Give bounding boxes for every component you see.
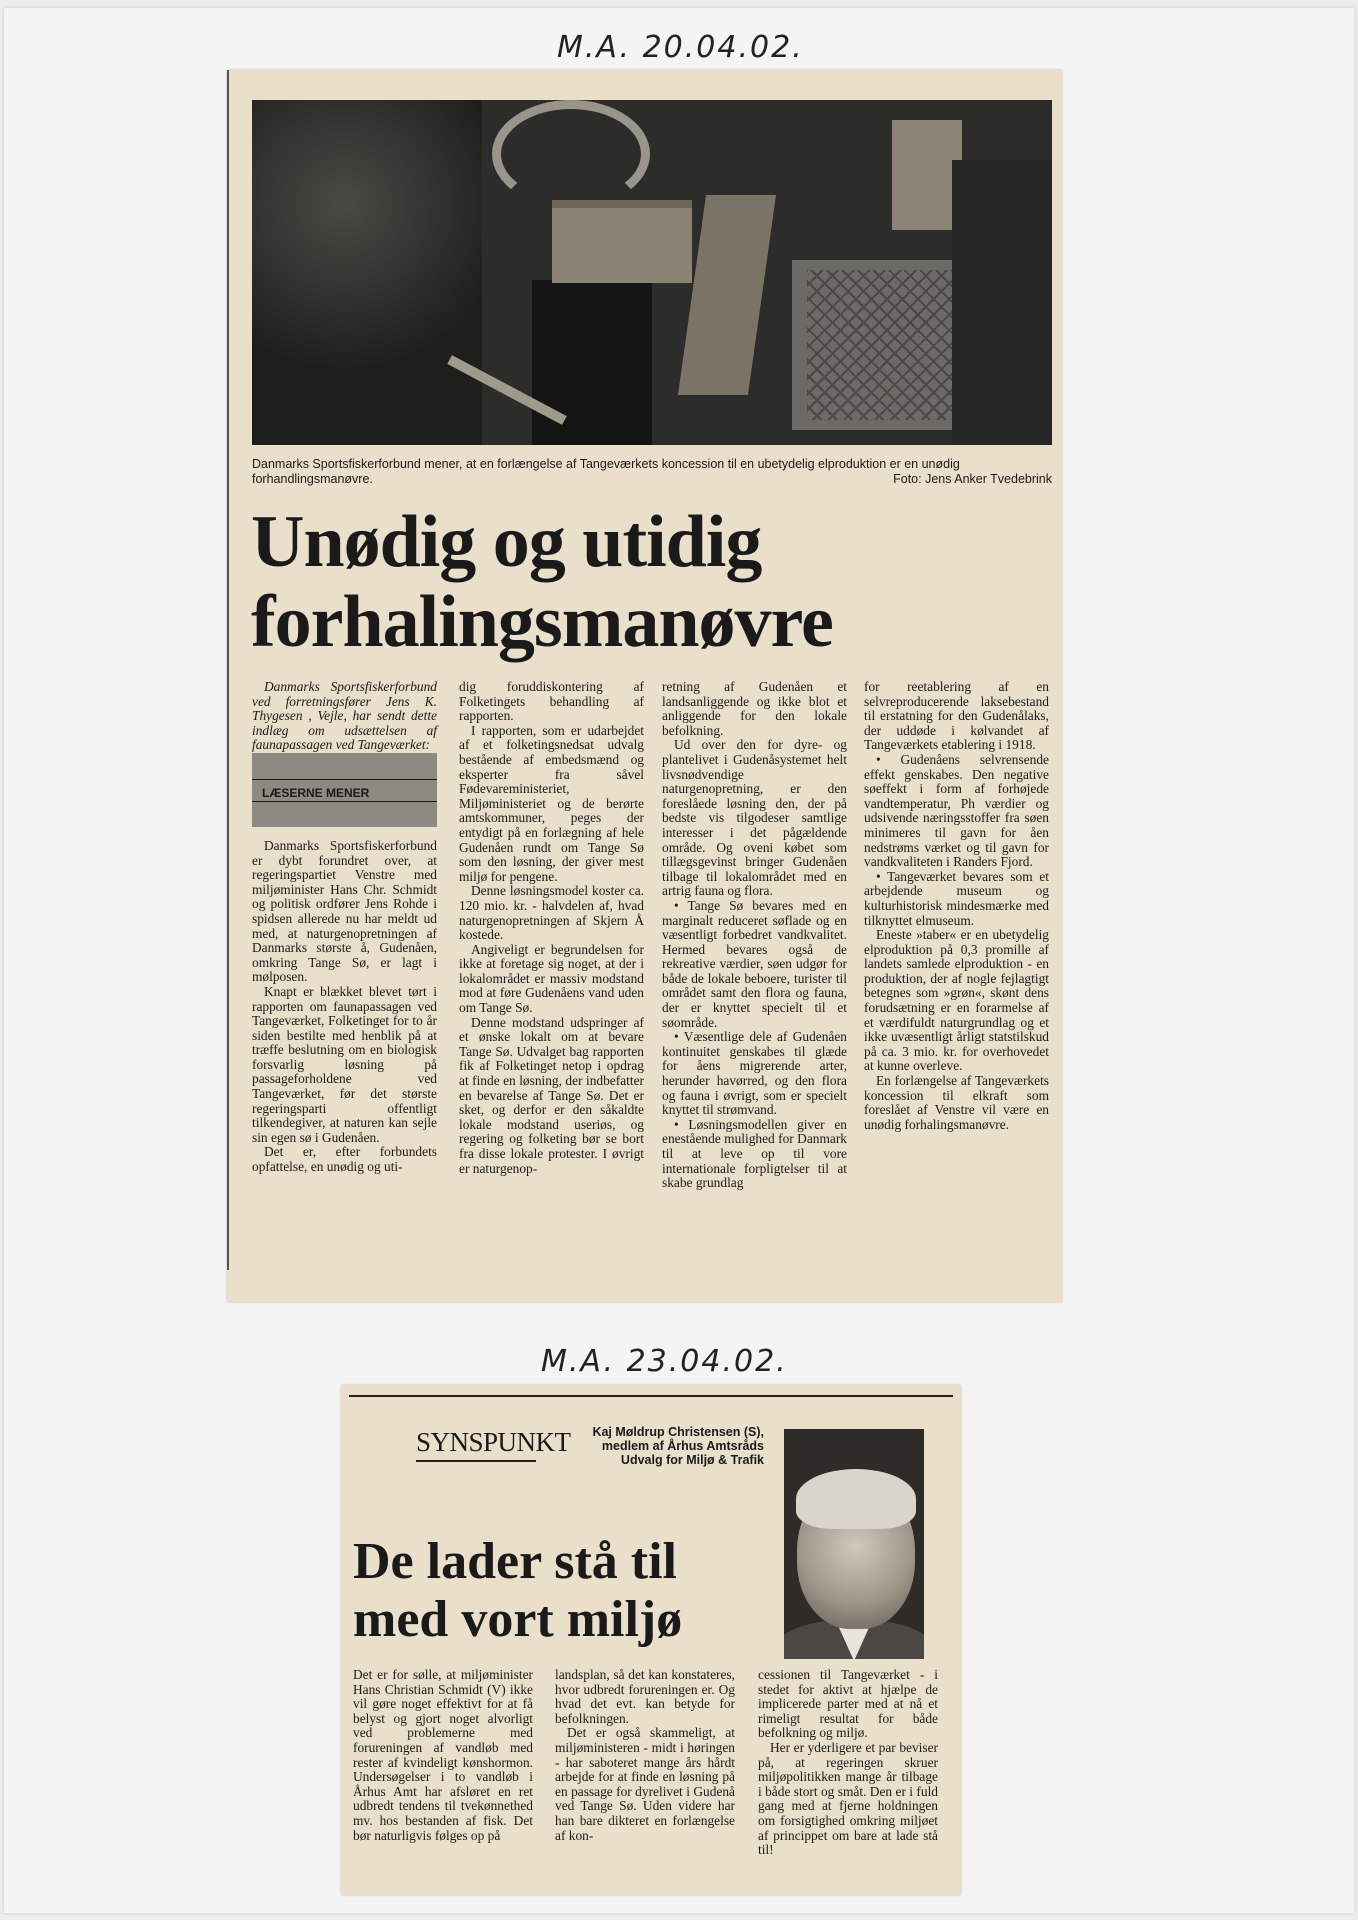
column-3 (758, 1668, 938, 1858)
paragraph: cessionen til Tangeværket - i stedet for aktivt at hjælpe de implicerede parter med at nå et rimeligt resultat for både befolkning og miljø. (758, 1667, 938, 1741)
section-tag-box (252, 753, 437, 827)
author-name: Kaj Møldrup Christensen (S), (592, 1425, 764, 1439)
paragraph: • Tangeværket bevares som et arbejdende museum og kulturhistorisk mindesmærke med tilknyttet elmuseum. (864, 868, 1049, 928)
column-1 (353, 1668, 533, 1843)
headline-line-2: forhalingsmanøvre (251, 581, 833, 663)
paragraph: • Væsentlige dele af Gudenåen kontinuitet genskabes til glæde for åens migrerende arter, herunder havørred, og den flora og fauna i øvrigt, som er specielt knyttet til strømvand. (662, 1029, 847, 1118)
column-1 (252, 680, 437, 1175)
aerial-photo-tangevaerket (252, 100, 1052, 445)
paragraph: Det er for sølle, at miljøminister Hans Christian Schmidt (V) ikke vil gøre noget effektivt for at få belyst og gjort noget alvorligt ved problemerne med forureningen af vandløb med rester af kvindeligt kønshormon. Undersøgelser i to vandløb i Århus Amt har afsløret en ret udbredt tendens til tvekønnethed mv. hos bestanden af fisk. Det bør naturligvis følges op på (353, 1667, 533, 1843)
section-tag: LÆSERNE MENER (262, 785, 370, 800)
paragraph: Angiveligt er begrundelsen for ikke at foretage sig noget, at der i lokalområdet er massiv modstand mod at føre Gudenåens vand uden om Tange Sø. (459, 941, 644, 1016)
article-body (252, 680, 1052, 1290)
paragraph: landsplan, så det kan konstateres, hvor udbredt forureningen er. Og hvad det evt. kan betyde for befolkningen. (555, 1667, 735, 1726)
headline-line-1: De lader stå til (353, 1533, 677, 1590)
clipping-synspunkt (341, 1385, 961, 1895)
column-4 (864, 680, 1049, 1132)
handwritten-date-2: M.A. 23.04.02. (541, 1344, 788, 1379)
headline (251, 502, 1051, 662)
paragraph: • Gudenåens selvrensende effekt genskabes. Den negative søeffekt i form af forhøjede vandtemperatur, Ph værdier og udsivende næringsstoffer fra søen minimeres til gavn for åen nedstrøms værket og til gavn for vandkvaliteten i Randers Fjord. (864, 751, 1049, 870)
paragraph: Det er, efter forbundets opfattelse, en unødig og uti- (252, 1144, 437, 1175)
handwritten-date-1: M.A. 20.04.02. (557, 30, 804, 65)
author-byline (536, 1425, 764, 1467)
paragraph: Denne modstand udspringer af et ønske lokalt om at bevare Tange Sø. Udvalget bag rapporten fik af Folketinget netop i opdrag at finde en løsning, der indbefatter en bevarelse af Tange Sø. Det er sket, og derfor er den såkaldte lokale modstand useriøs, og regering og folketing bør se bort fra disse lokale protester. I øvrigt er naturgenop- (459, 1014, 644, 1176)
paragraph: • Løsningsmodellen giver en enestående mulighed for Danmark til at leve op til vore internationale forpligtelser til at skabe grundlag (662, 1116, 847, 1191)
photo-caption (252, 457, 1052, 487)
headline (353, 1533, 773, 1649)
paragraph: I rapporten, som er udarbejdet af et folketingsnedsat udvalg bestående af embedsmænd og eksperter fra såvel Fødevareministeriet, Miljøministeriet og de berørte amtskommuner, peges der entydigt på en forlægning af hele Gudenåen rundt om Tange Sø som den løsning, der giver mest miljø for pengene. (459, 722, 644, 884)
paragraph: Knapt er blækket blevet tørt i rapporten om faunapassagen ved Tangeværket, Folketinget for to år siden bestilte med henblik på at træffe beslutning om en biologisk forsvarlig løsning på passageforholdene ved Tangeværket, før det største regeringsparti offentligt tilkendegiver, at naturen kan sejle sin egen sø i Gudenåen. (252, 983, 437, 1145)
tag-underline (416, 1460, 536, 1462)
paragraph: • Tange Sø bevares med en marginalt reduceret søflade og en væsentligt forbedret vandkvalitet. Hermed bevares også de rekreative værdier, søen udgør for både de lokale beboere, turister til området samt den flora og fauna, der er knyttet specielt til et søområde. (662, 897, 847, 1030)
paragraph: Det er også skammeligt, at miljøministeren - midt i høringen - har saboteret mange års hårdt arbejde for at finde en løsning på en passage for dyrelivet i Gudenå ved Tange Sø. Uden videre har han bare dikteret en forlængelse af kon- (555, 1725, 735, 1843)
article-body (353, 1668, 943, 1883)
paragraph: Danmarks Sportsfiskerforbund er dybt forundret over, at regeringspartiet Venstre med miljøminister Hans Chr. Schmidt og politisk ordfører Jens Rohde i spidsen allerede nu har meldt ud med, at naturgenopretningen af Danmarks største å, Gudenåen, omkring Tange Sø, er lagt i mølposen. (252, 837, 437, 985)
column-2 (459, 680, 644, 1176)
author-role: medlem af Århus Amtsråds (601, 1439, 764, 1453)
column-rule (227, 70, 229, 1270)
column-2 (555, 1668, 735, 1843)
paragraph: En forlængelse af Tangeværkets koncession til elkraft som foreslået af Venstre vil være en unødig forhalingsmanøvre. (864, 1073, 1049, 1132)
column-3 (662, 680, 847, 1191)
clipping-tangevaerket (227, 70, 1062, 1302)
paragraph: dig foruddiskontering af Folketingets behandling af rapporten. (459, 679, 644, 724)
paragraph: Ud over den for dyre- og plantelivet i Gudenåsystemet helt livsnødvendige naturgenopretning, er den foreslåede løsning den, der på bedste vis tilgodeser samtlige interesser i det pågældende område. Og oveni købet som tillægsgevinst bringer Gudenåen tilbage til lokalområdet med en artrig fauna og flora. (662, 737, 847, 899)
section-tag: SYNSPUNKT (416, 1427, 571, 1457)
photo-credit: Foto: Jens Anker Tvedebrink (893, 472, 1052, 486)
top-rule (349, 1395, 953, 1397)
paragraph: Eneste »taber« er en ubetydelig elproduktion på 0,3 promille af landets samlede elproduktion - en produktion, der af nogle fejlagtigt betegnes som »grøn«, skønt dens forudsætning er en forarmelse af et værdifuldt naturgrundlag og et ikke uvæsentligt årligt statstilskud på ca. 3 mio. kr. for overhovedet at kunne overleve. (864, 927, 1049, 1074)
author-portrait (784, 1429, 924, 1659)
paragraph: Denne løsningsmodel koster ca. 120 mio. kr. - halvdelen af, hvad naturgenopretningen af Skjern Å kostede. (459, 883, 644, 943)
paragraph: Her er yderligere et par beviser på, at regeringen skruer miljøpolitikken mange år tilbage i både stort og småt. Den er i fuld gang med at fjerne holdningen om forsigtighed omkring miljøet af princippet om bare at lade stå til! (758, 1739, 938, 1858)
paragraph: for reetablering af en selvreproducerende laksebestand til erstatning for den Gudenålaks, der uddøde i kølvandet af Tangeværkets etablering i 1918. (864, 679, 1049, 753)
scan-sheet (4, 8, 1354, 1913)
intro-text: Danmarks Sportsfiskerforbund ved forretningsfører Jens K. Thygesen , Vejle, har sendt dette indlæg om udsættelsen af faunapassagen ved Tangeværket: (252, 679, 437, 753)
headline-line-2: med vort miljø (353, 1591, 683, 1648)
author-committee: Udvalg for Miljø & Trafik (620, 1453, 764, 1467)
caption-text: Danmarks Sportsfiskerforbund mener, at en forlængelse af Tangeværkets koncession til en ubetydelig elproduktion er en unødig forhandlingsmanøvre. (252, 457, 960, 486)
headline-line-1: Unødig og utidig (251, 501, 762, 583)
paragraph: retning af Gudenåen et landsanliggende og ikke blot et anliggende for den lokale befolkning. (662, 679, 847, 738)
